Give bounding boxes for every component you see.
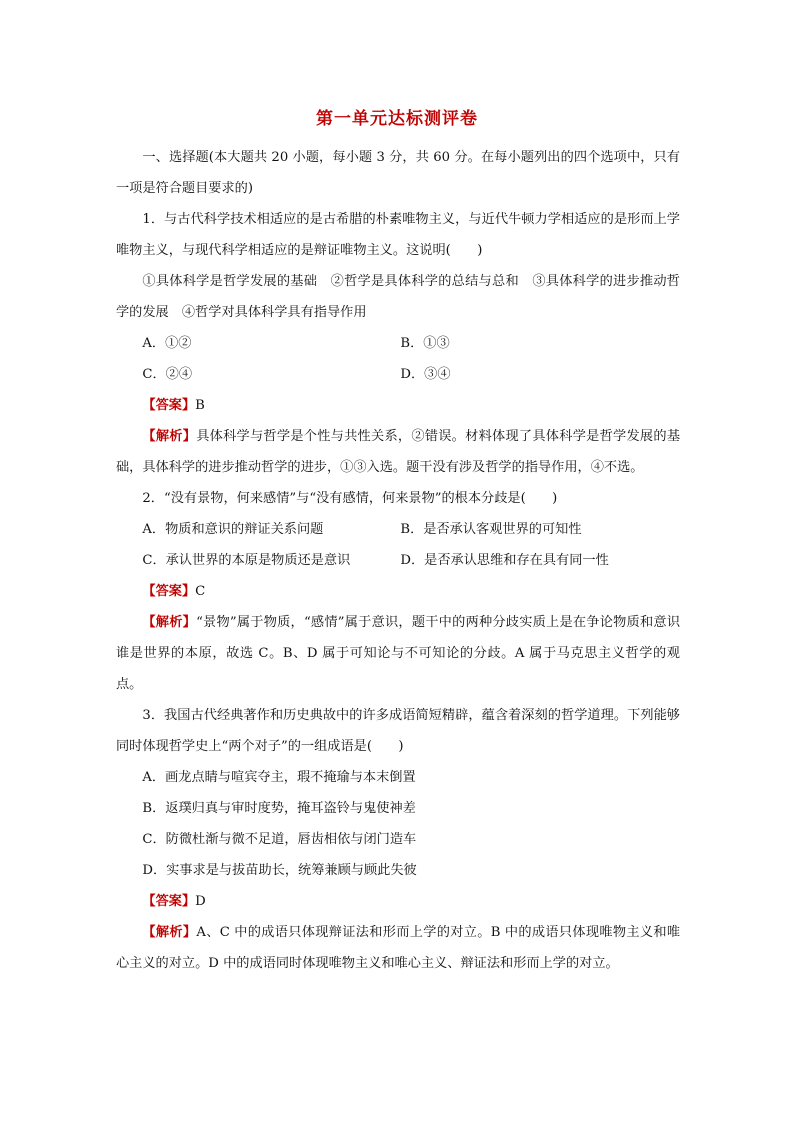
answer-value: D bbox=[195, 894, 206, 909]
option-b: B．返璞归真与审时度势，掩耳盗铃与鬼使神差 bbox=[142, 801, 416, 816]
option-a: A．物质和意识的辩证关系问题 bbox=[142, 522, 324, 537]
answer-tag: 【答案】 bbox=[142, 584, 196, 599]
option-b: B．①③ bbox=[400, 336, 450, 351]
analysis-tag: 【解析】 bbox=[142, 615, 197, 630]
option-a: A．①② bbox=[142, 336, 192, 351]
analysis-paragraph bbox=[116, 421, 680, 483]
option-d: D．是否承认思维和存在具有同一性 bbox=[400, 553, 609, 568]
document-content bbox=[116, 142, 680, 979]
answer-value: B bbox=[195, 398, 205, 413]
answer-line bbox=[116, 576, 680, 607]
analysis-paragraph bbox=[116, 607, 680, 700]
analysis-paragraph bbox=[116, 917, 680, 979]
option-d: D．实事求是与拔苗助长，统筹兼顾与顾此失彼 bbox=[142, 863, 417, 878]
option-d: D．③④ bbox=[400, 367, 451, 382]
analysis-text: 具体科学与哲学是个性与共性关系，②错误。材料体现了具体科学是哲学发展的基础，具体科学的进步推动哲学的进步，①③入选。题干没有涉及哲学的指导作用，④不选。 bbox=[116, 429, 681, 475]
document-title: 第一单元达标测评卷 bbox=[316, 109, 478, 129]
answer-tag: 【答案】 bbox=[142, 398, 196, 413]
analysis-tag: 【解析】 bbox=[142, 429, 197, 444]
option-c: C．承认世界的本原是物质还是意识 bbox=[142, 553, 351, 568]
answer-line bbox=[116, 390, 680, 421]
option-list bbox=[116, 762, 680, 886]
question-stem: 1．与古代科学技术相适应的是古希腊的朴素唯物主义，与近代牛顿力学相适应的是形而上学唯物主义，与现代科学相适应的是辩证唯物主义。这说明( ) bbox=[116, 212, 680, 258]
option-list bbox=[116, 328, 680, 390]
analysis-text: “景物”属于物质，“感情”属于意识，题干中的两种分歧实质上是在争论物质和意识谁是世界的本原，故选 C。B、D 属于可知论与不可知论的分歧。A 属于马克思主义哲学的观点。 bbox=[116, 615, 681, 692]
section-heading: 一、选择题(本大题共 20 小题，每小题 3 分，共 60 分。在每小题列出的四个选项中，只有一项是符合题目要求的) bbox=[116, 150, 680, 196]
question-statements: ①具体科学是哲学发展的基础 ②哲学是具体科学的总结与总和 ③具体科学的进步推动哲学的发展 ④哲学对具体科学具有指导作用 bbox=[116, 274, 680, 320]
option-c: C．防微杜渐与微不足道，唇齿相依与闭门造车 bbox=[142, 832, 417, 847]
answer-line bbox=[116, 886, 680, 917]
question-stem: 3．我国古代经典著作和历史典故中的许多成语简短精辟，蕴含着深刻的哲学道理。下列能够同时体现哲学史上“两个对子”的一组成语是( ) bbox=[116, 708, 680, 754]
question-stem: 2．“没有景物，何来感情”与“没有感情，何来景物”的根本分歧是( ) bbox=[142, 491, 558, 506]
answer-tag: 【答案】 bbox=[142, 894, 196, 909]
option-b: B．是否承认客观世界的可知性 bbox=[400, 522, 582, 537]
option-c: C．②④ bbox=[142, 367, 193, 382]
option-a: A．画龙点睛与喧宾夺主，瑕不掩瑜与本末倒置 bbox=[142, 770, 416, 785]
option-list bbox=[116, 514, 680, 576]
analysis-tag: 【解析】 bbox=[142, 925, 197, 940]
analysis-text: A、C 中的成语只体现辩证法和形而上学的对立。B 中的成语只体现唯物主义和唯心主义的对立。D 中的成语同时体现唯物主义和唯心主义、辩证法和形而上学的对立。 bbox=[116, 925, 681, 971]
answer-value: C bbox=[195, 584, 206, 599]
